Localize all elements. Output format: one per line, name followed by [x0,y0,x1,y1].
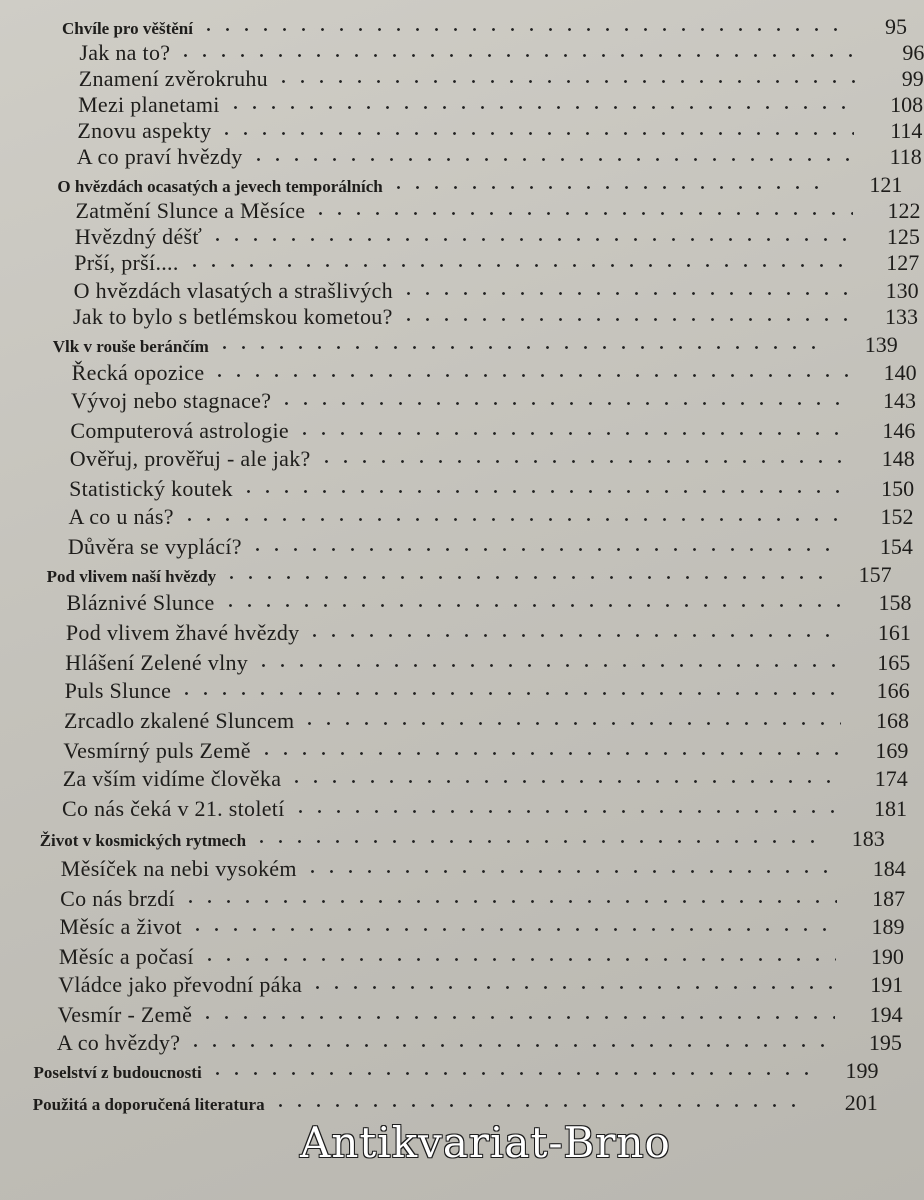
entry-title: A co praví hvězdy [76,144,243,169]
entry-title: Bláznivé Slunce [66,590,215,615]
page-number: 199 [845,1058,879,1083]
toc-entry [0,446,915,472]
page-number: 187 [872,886,906,911]
toc-entry [0,886,905,912]
toc-entry [0,944,904,970]
page-number: 168 [875,708,909,733]
page-number: 99 [901,66,924,91]
page-number: 174 [874,766,908,791]
dot-leader [226,106,855,109]
page-number: 158 [878,590,912,615]
dot-leader [254,664,842,667]
dot-leader [181,900,837,903]
dot-leader [217,132,854,135]
entry-title: Jak na to? [79,40,171,65]
page-number: 150 [881,476,915,501]
page-number: 165 [877,650,911,675]
toc-entry [0,620,911,646]
toc-entry [0,418,915,444]
page-number: 191 [870,972,904,997]
dot-leader [277,402,848,405]
page-number: 95 [885,14,907,39]
entry-title: Důvěra se vyplácí? [67,534,242,559]
entry-title: Vládce jako převodní páka [58,972,303,997]
toc-entry [0,856,906,882]
dot-leader [295,432,847,435]
dot-leader [210,374,848,377]
dot-leader [271,1104,810,1107]
toc-entry [0,766,908,792]
page-number: 195 [868,1030,902,1055]
entry-title: Chvíle pro věštění [62,19,193,38]
dot-leader [305,634,842,637]
entry-title: Pod vlivem žhavé hvězdy [65,620,300,645]
page-number: 125 [886,224,920,249]
dot-leader [274,80,856,83]
entry-title: Puls Slunce [64,678,172,703]
dot-leader [311,212,852,215]
toc-chapter [0,1058,879,1084]
toc-entry [0,144,922,170]
dot-leader [188,928,837,931]
page-number: 121 [869,172,903,197]
entry-title: Poselství z budoucnosti [33,1063,202,1082]
page-number: 201 [844,1090,878,1115]
toc-entry [0,118,922,144]
entry-title: Znamení zvěrokruhu [78,66,268,91]
page-number: 139 [864,332,898,357]
toc-chapter [0,332,898,358]
toc-entry [0,590,912,616]
dot-leader [177,692,841,695]
entry-title: Měsíc a počasí [58,944,194,969]
toc-entry [0,66,924,92]
dot-leader [249,158,854,161]
toc-entry [0,278,919,304]
toc-entry [0,1030,902,1056]
page-number: 122 [887,198,921,223]
page-number: 127 [886,250,920,275]
page-number: 194 [869,1002,903,1027]
entry-title: Vlk v rouše beránčím [52,337,209,356]
entry-title: Vesmírný puls Země [63,738,251,763]
page-number: 184 [872,856,906,881]
entry-title: Hvězdný déšť [74,224,203,249]
entry-title: Computerová astrologie [70,418,289,443]
toc-entry [0,708,909,734]
dot-leader [257,752,841,755]
toc-entry [0,360,917,386]
entry-title: A co u nás? [68,504,174,529]
page-number: 118 [889,144,922,169]
entry-title: Vývoj nebo stagnace? [71,388,272,413]
page-number: 157 [858,562,892,587]
entry-title: Život v kosmických rytmech [39,831,247,850]
watermark: Antikvariat-Brno [300,1118,671,1167]
page-number: 152 [880,504,914,529]
dot-leader [208,1072,811,1075]
entry-title: O hvězdách ocasatých a jevech temporálních [57,177,383,196]
toc-entry [0,972,903,998]
toc-chapter [0,1090,878,1116]
toc-chapter [0,562,892,588]
toc-entry [0,198,921,224]
page-number: 148 [881,446,915,471]
toc-chapter [0,14,907,40]
entry-title: Za vším vidíme člověka [62,766,282,791]
page-number: 181 [874,796,908,821]
toc-entry [0,678,910,704]
entry-title: Hlášení Zelené vlny [65,650,249,675]
page-number: 108 [890,92,924,117]
toc-entry [0,92,923,118]
entry-title: Vesmír - Země [57,1002,193,1027]
page-number: 143 [883,388,917,413]
entry-title: Prší, prší.... [74,250,179,275]
entry-title: Co nás brzdí [60,886,175,911]
dot-leader [199,28,839,31]
entry-title: Pod vlivem naší hvězdy [46,567,217,586]
toc-entry [0,40,924,66]
page-number: 96 [902,40,924,65]
entry-title: Měsíček na nebi vysokém [60,856,297,881]
entry-title: A co hvězdy? [56,1030,181,1055]
toc-chapter [0,172,902,198]
entry-title: Ověřuj, prověřuj - ale jak? [69,446,311,471]
page-number: 190 [870,944,904,969]
dot-leader [221,604,844,607]
dot-leader [186,1044,834,1047]
entry-title: Zrcadlo zkalené Sluncem [63,708,295,733]
toc-chapter [0,826,885,852]
toc-entry [0,304,918,330]
dot-leader [399,292,851,295]
dot-leader [308,986,835,989]
dot-leader [252,840,817,843]
page-number: 154 [879,534,913,559]
dot-leader [399,318,850,321]
dot-leader [300,722,841,725]
dot-leader [208,238,852,241]
toc-entry [0,738,908,764]
entry-title: Co nás čeká v 21. století [62,796,285,821]
toc-entry [0,1002,903,1028]
page-number: 169 [875,738,909,763]
toc-entry [0,476,914,502]
toc-entry [0,250,919,276]
dot-leader [215,346,830,349]
page-number: 114 [890,118,923,143]
page-number: 161 [877,620,911,645]
dot-leader [239,490,846,493]
entry-title: Jak to bylo s betlémskou kometou? [72,304,393,329]
page-number: 183 [851,826,885,851]
dot-leader [248,548,845,551]
dot-leader [222,576,823,579]
toc-entry [0,504,913,530]
dot-leader [176,54,856,57]
page-number: 166 [876,678,910,703]
dot-leader [389,186,835,189]
entry-title: O hvězdách vlasatých a strašlivých [73,278,393,303]
dot-leader [180,518,846,521]
toc-entry [0,388,916,414]
entry-title: Měsíc a život [59,914,182,939]
entry-title: Zatmění Slunce a Měsíce [75,198,306,223]
dot-leader [303,870,838,873]
toc-entry [0,224,920,250]
toc-entry [0,650,910,676]
entry-title: Znovu aspekty [77,118,212,143]
page-number: 146 [882,418,916,443]
page-number: 140 [883,360,917,385]
entry-title: Statistický koutek [69,476,233,501]
page-number: 133 [884,304,918,329]
entry-title: Řecká opozice [71,360,205,385]
dot-leader [185,264,852,267]
dot-leader [287,780,839,783]
page-number: 130 [885,278,919,303]
entry-title: Mezi planetami [78,92,220,117]
toc-entry [0,534,913,560]
dot-leader [291,810,839,813]
dot-leader [317,460,847,463]
toc-entry [0,914,904,940]
page-number: 189 [871,914,905,939]
dot-leader [198,1016,834,1019]
dot-leader [200,958,836,961]
toc-entry [0,796,907,822]
entry-title: Použitá a doporučená literatura [32,1095,265,1114]
